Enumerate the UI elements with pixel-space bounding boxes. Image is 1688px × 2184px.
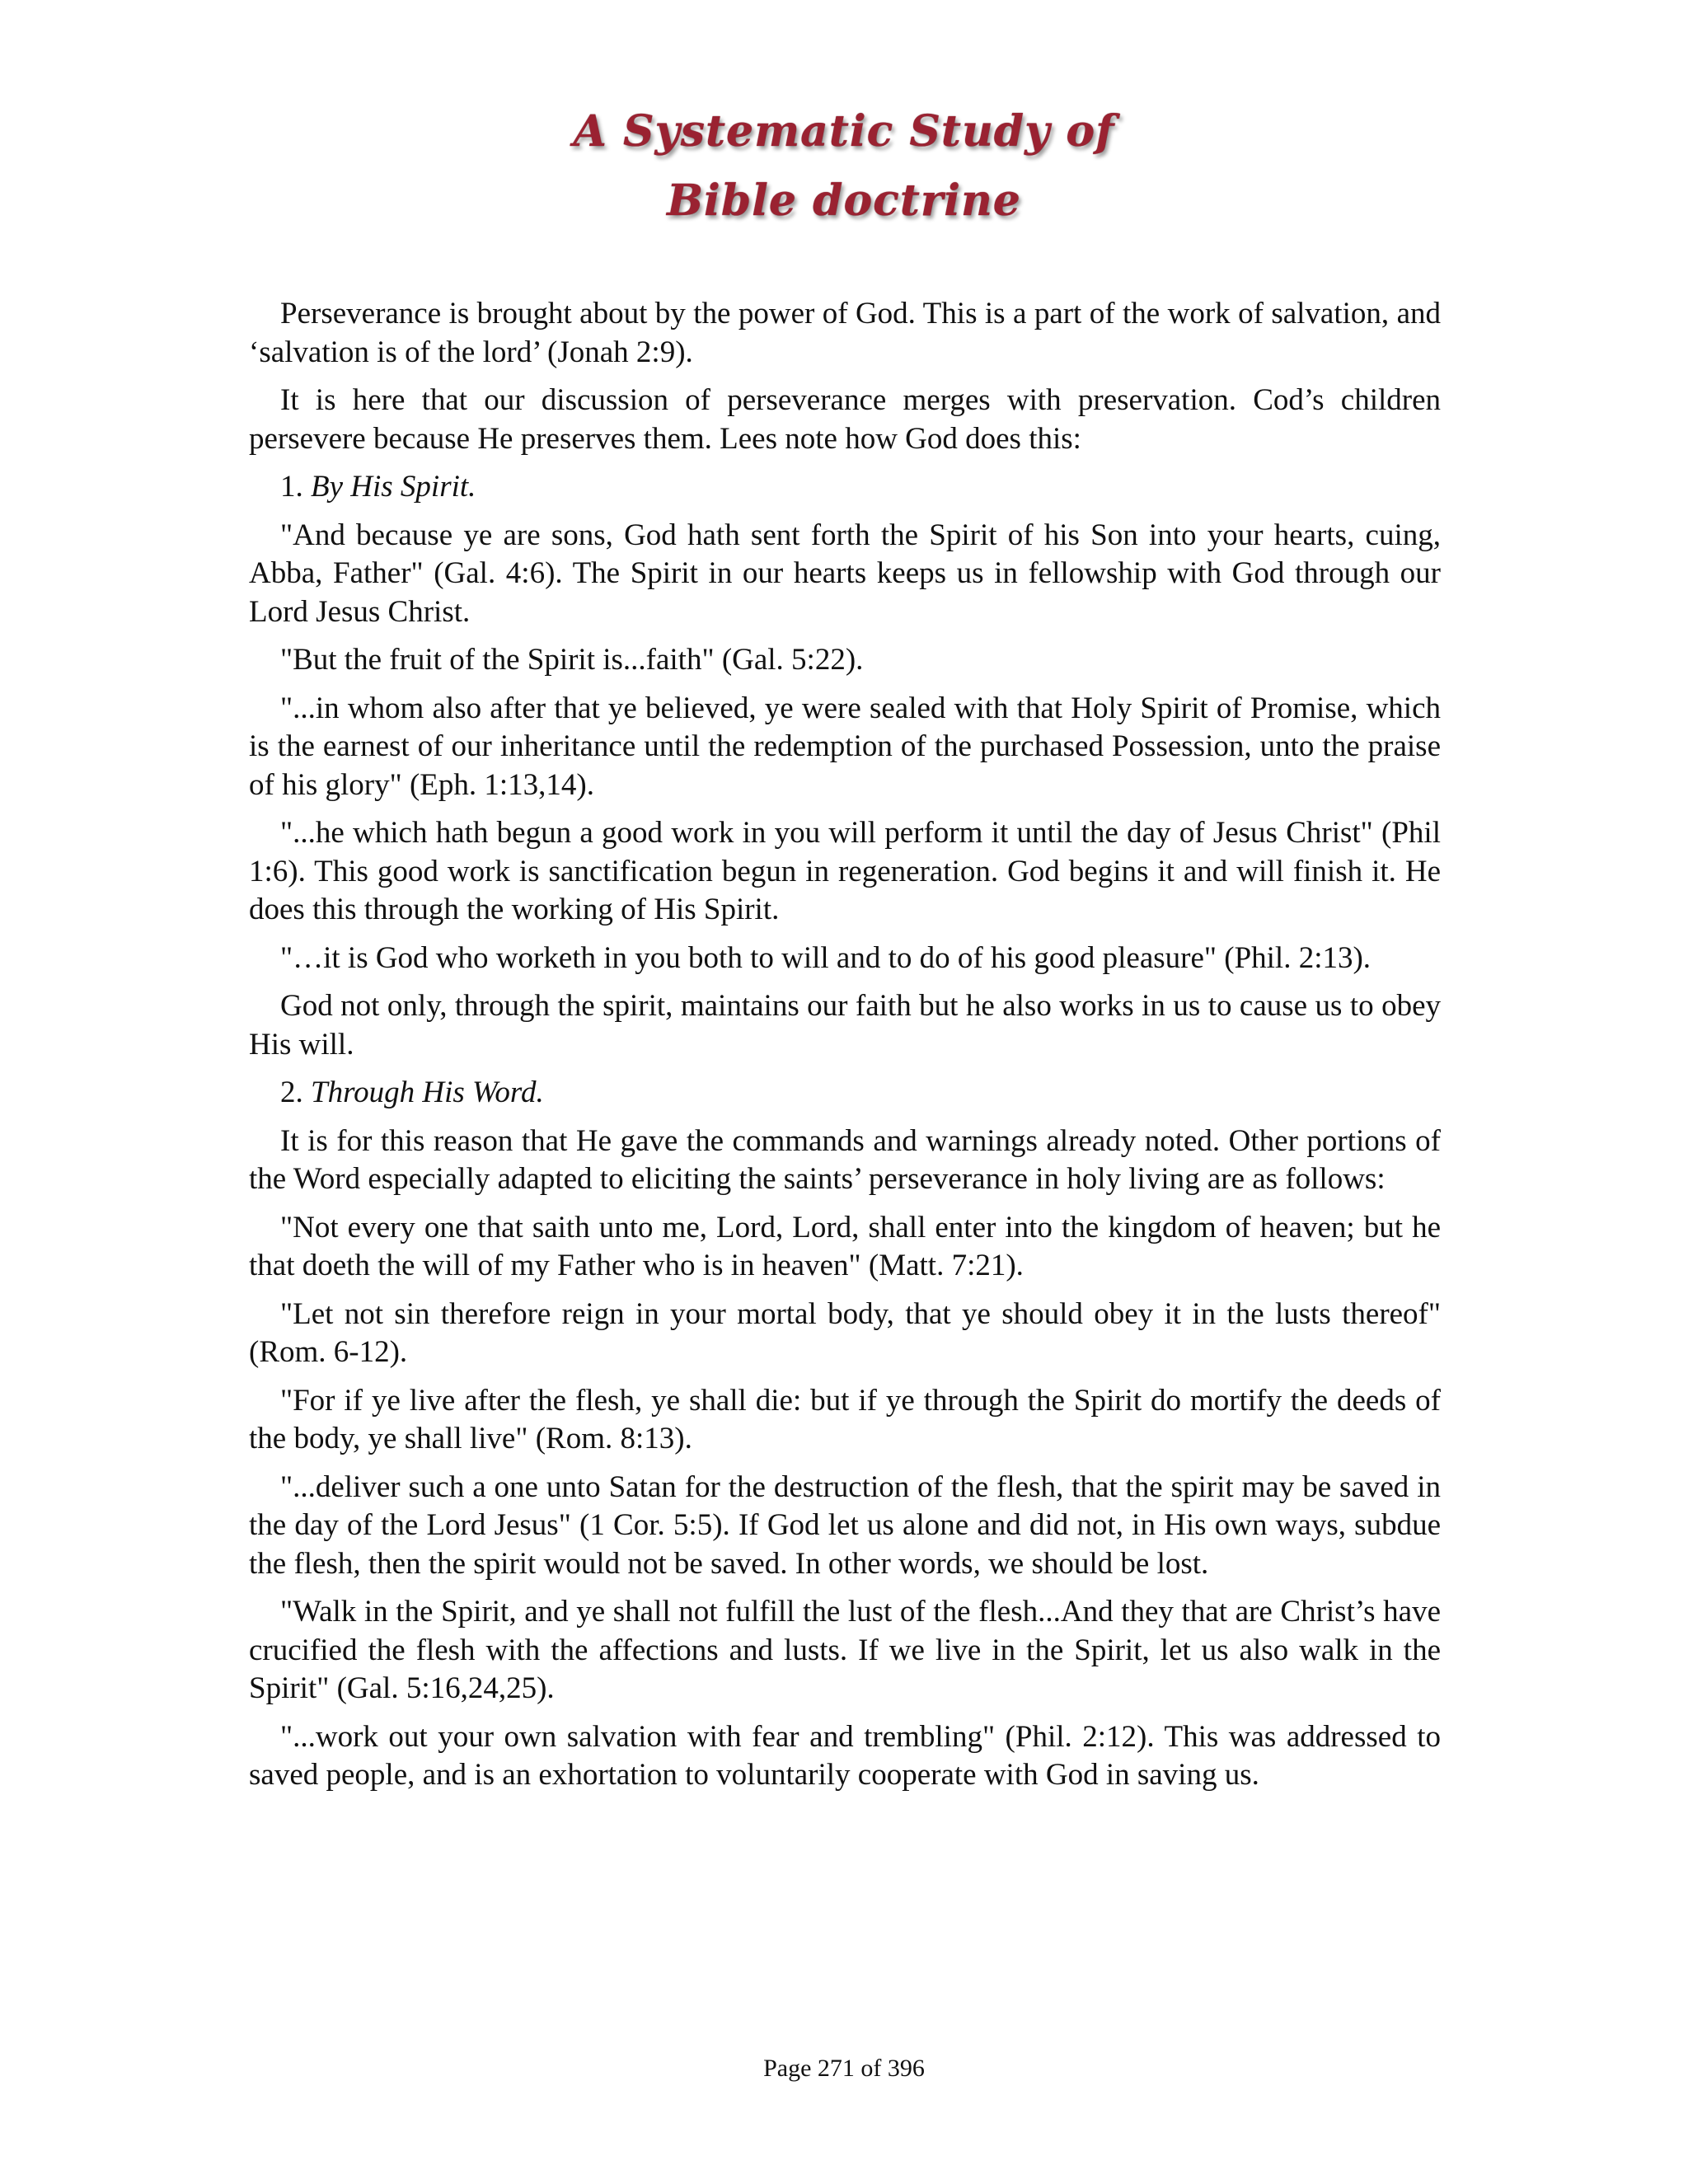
heading-number: 1. [280, 470, 303, 504]
heading-text: By His Spirit. [311, 470, 476, 504]
paragraph: God not only, through the spirit, maintains our faith but he also works in us to cause us to obey His will. [249, 989, 1441, 1062]
title-line-2: Bible doctrine [667, 176, 1021, 226]
paragraph: "But the fruit of the Spirit is...faith" (Gal. 5:22). [280, 643, 864, 677]
body-text [249, 295, 1441, 1805]
paragraph: "Let not sin therefore reign in your mortal body, that ye should obey it in the lusts thereof" (Rom. 6-12). [249, 1296, 1441, 1369]
paragraph: "...he which hath begun a good work in you will perform it until the day of Jesus Christ" (Phil 1:6). This good work is sanctification begun in regeneration. God begins it and will finish it. He does this through the working of His Spirit. [249, 816, 1441, 926]
paragraph: "For if ye live after the flesh, ye shall die: but if ye through the Spirit do mortify the deeds of the body, ye shall live" (Rom. 8:13). [249, 1383, 1441, 1455]
page-number: Page 271 of 396 [763, 2055, 925, 2082]
paragraph: "...work out your own salvation with fear and trembling" (Phil. 2:12). This was addressed to saved people, and is an exhortation to voluntarily cooperate with God in saving us. [249, 1719, 1441, 1792]
section-heading-2 [249, 1074, 1441, 1113]
paragraph: Perseverance is brought about by the power of God. This is a part of the work of salvation, and ‘salvation is of the lord’ (Jonah 2:9). [249, 297, 1441, 369]
paragraph: "Walk in the Spirit, and ye shall not fulfill the lust of the flesh...And they that are Christ’s have crucified the flesh with the affections and lusts. If we live in the Spirit, let us also walk in the Spirit" (Gal. 5:16,24,25). [249, 1595, 1441, 1705]
paragraph: It is for this reason that He gave the commands and warnings already noted. Other portions of the Word especially adapted to eliciting the saints’ perseverance in holy living are as follows: [249, 1123, 1441, 1196]
title-line-1: A Systematic Study of [573, 106, 1115, 157]
document-title [0, 97, 1688, 236]
paragraph: "...in whom also after that ye believed, ye were sealed with that Holy Spirit of Promise, which is the earnest of our inheritance until the redemption of the purchased Possession, unto the praise of his glory" (Eph. 1:13,14). [249, 691, 1441, 802]
paragraph: It is here that our discussion of perseverance merges with preservation. Cod’s children persevere because He preserves them. Lees note how God does this: [249, 383, 1441, 456]
paragraph: "Not every one that saith unto me, Lord, Lord, shall enter into the kingdom of heaven; but he that doeth the will of my Father who is in heaven" (Matt. 7:21). [249, 1210, 1441, 1282]
paragraph: "…it is God who worketh in you both to will and to do of his good pleasure" (Phil. 2:13). [280, 940, 1372, 975]
paragraph: "...deliver such a one unto Satan for the destruction of the flesh, that the spirit may be saved in the day of the Lord Jesus" (1 Cor. 5:5). If God let us alone and did not, in His own ways, subdue the flesh, then the spirit would not be saved. In other words, we should be lost. [249, 1469, 1441, 1581]
paragraph: "And because ye are sons, God hath sent forth the Spirit of his Son into your hearts, cuing, Abba, Father" (Gal. 4:6). The Spirit in our hearts keeps us in fellowship with God through our Lord Jesus Christ. [249, 518, 1441, 629]
section-heading-1 [249, 468, 1441, 507]
heading-text: Through His Word. [311, 1076, 544, 1109]
heading-number: 2. [280, 1076, 303, 1109]
